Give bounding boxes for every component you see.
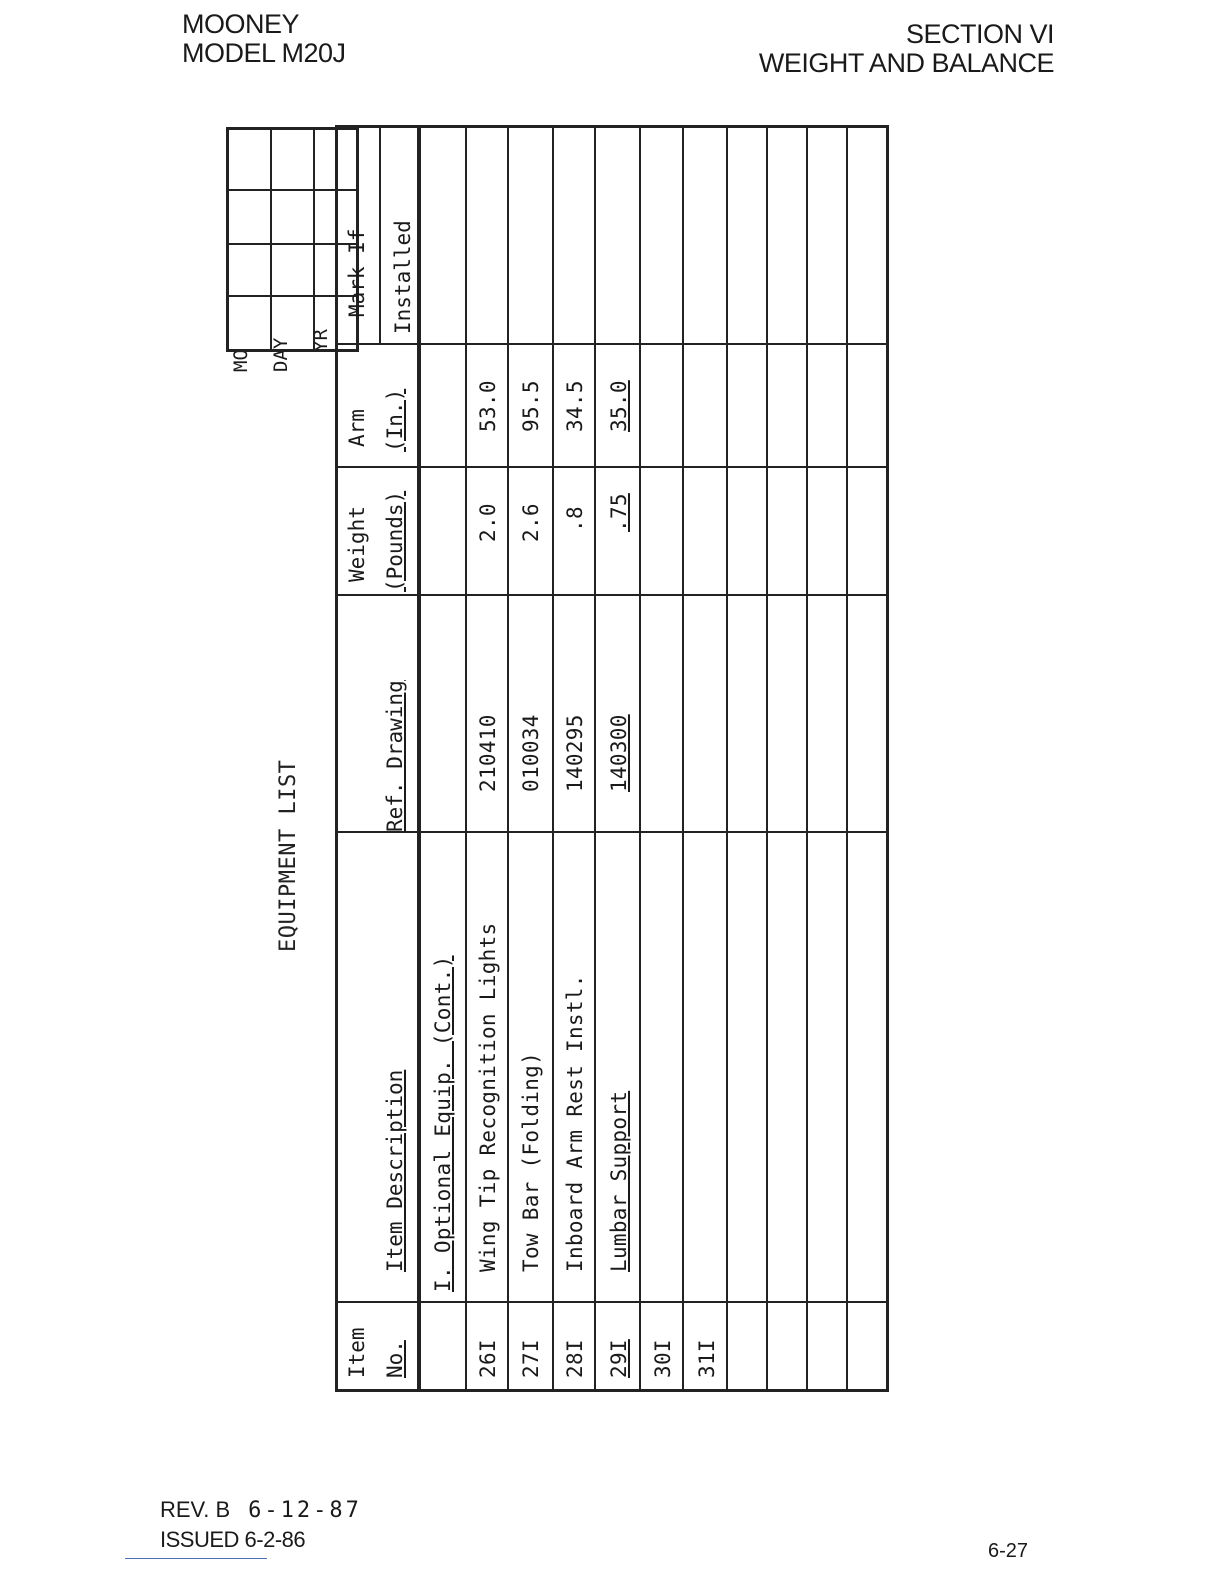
- row-arm: 95.5: [519, 380, 543, 432]
- row-weight: .75: [607, 493, 631, 532]
- issued-line: [160, 1526, 305, 1554]
- form-title: EQUIPMENT LIST: [276, 759, 301, 952]
- revision-line: [160, 1496, 362, 1525]
- revision-label: REV. B: [160, 1497, 231, 1522]
- footer-rule: [125, 1558, 267, 1559]
- equipment-list-form: [220, 124, 888, 1392]
- header-mark-line2: Installed: [391, 220, 415, 334]
- date-label-day: DAY: [270, 337, 292, 372]
- row-item-no: 29I: [607, 1339, 631, 1378]
- header-left: [182, 10, 346, 68]
- header-item-no-line2: No.: [383, 1340, 407, 1378]
- row-description: Lumbar Support: [607, 1090, 631, 1272]
- header-arm-line1: Arm: [345, 409, 369, 447]
- row-item-no: 28I: [563, 1339, 587, 1378]
- row-item-no: 26I: [476, 1339, 500, 1378]
- row-ref-drawing: 210410: [476, 714, 500, 792]
- row-item-no: 31I: [695, 1339, 719, 1378]
- row-item-no: 27I: [519, 1339, 543, 1378]
- row-arm: 35.0: [607, 380, 631, 432]
- header-item-no-line1: Item: [345, 1327, 369, 1378]
- row-ref-drawing: 140300: [607, 714, 631, 792]
- row-description: Tow Bar (Folding): [519, 1051, 543, 1272]
- row-weight: 2.0: [476, 503, 500, 542]
- row-ref-drawing: 140295: [563, 714, 587, 792]
- row-item-no: 30I: [651, 1339, 675, 1378]
- row-weight: 2.6: [519, 503, 543, 542]
- row-arm: 34.5: [563, 380, 587, 432]
- header-right: [759, 20, 1054, 78]
- row-description: Inboard Arm Rest Instl.: [563, 974, 587, 1272]
- row-arm: 53.0: [476, 380, 500, 432]
- date-label-mo: MO: [230, 349, 252, 372]
- row-description: Wing Tip Recognition Lights: [476, 922, 500, 1272]
- header-arm-line2: (In.): [383, 388, 407, 452]
- row-ref-drawing: 010034: [519, 714, 543, 792]
- manufacturer-name: MOONEY: [182, 9, 300, 39]
- header-weight-line1: Weight: [345, 506, 369, 582]
- header-ref-drawing: Ref. Drawing: [383, 680, 407, 832]
- date-label-yr: YR: [310, 329, 332, 352]
- header-weight-line2: (Pounds): [383, 490, 407, 592]
- revision-date: 6-12-87: [248, 1498, 362, 1523]
- page-number: 6-27: [988, 1540, 1029, 1562]
- header-mark-line1: Mark If: [345, 228, 369, 317]
- equipment-table: [335, 124, 890, 1392]
- header-item-description: Item Description: [383, 1069, 407, 1272]
- model-name: MODEL M20J: [182, 38, 346, 68]
- issued-date: ISSUED 6-2-86: [160, 1527, 306, 1552]
- section-row-label: I. Optional Equip. (Cont.): [431, 955, 455, 1292]
- row-weight: .8: [563, 506, 587, 532]
- section-title: WEIGHT AND BALANCE: [758, 48, 1054, 78]
- section-number: SECTION VI: [905, 19, 1054, 49]
